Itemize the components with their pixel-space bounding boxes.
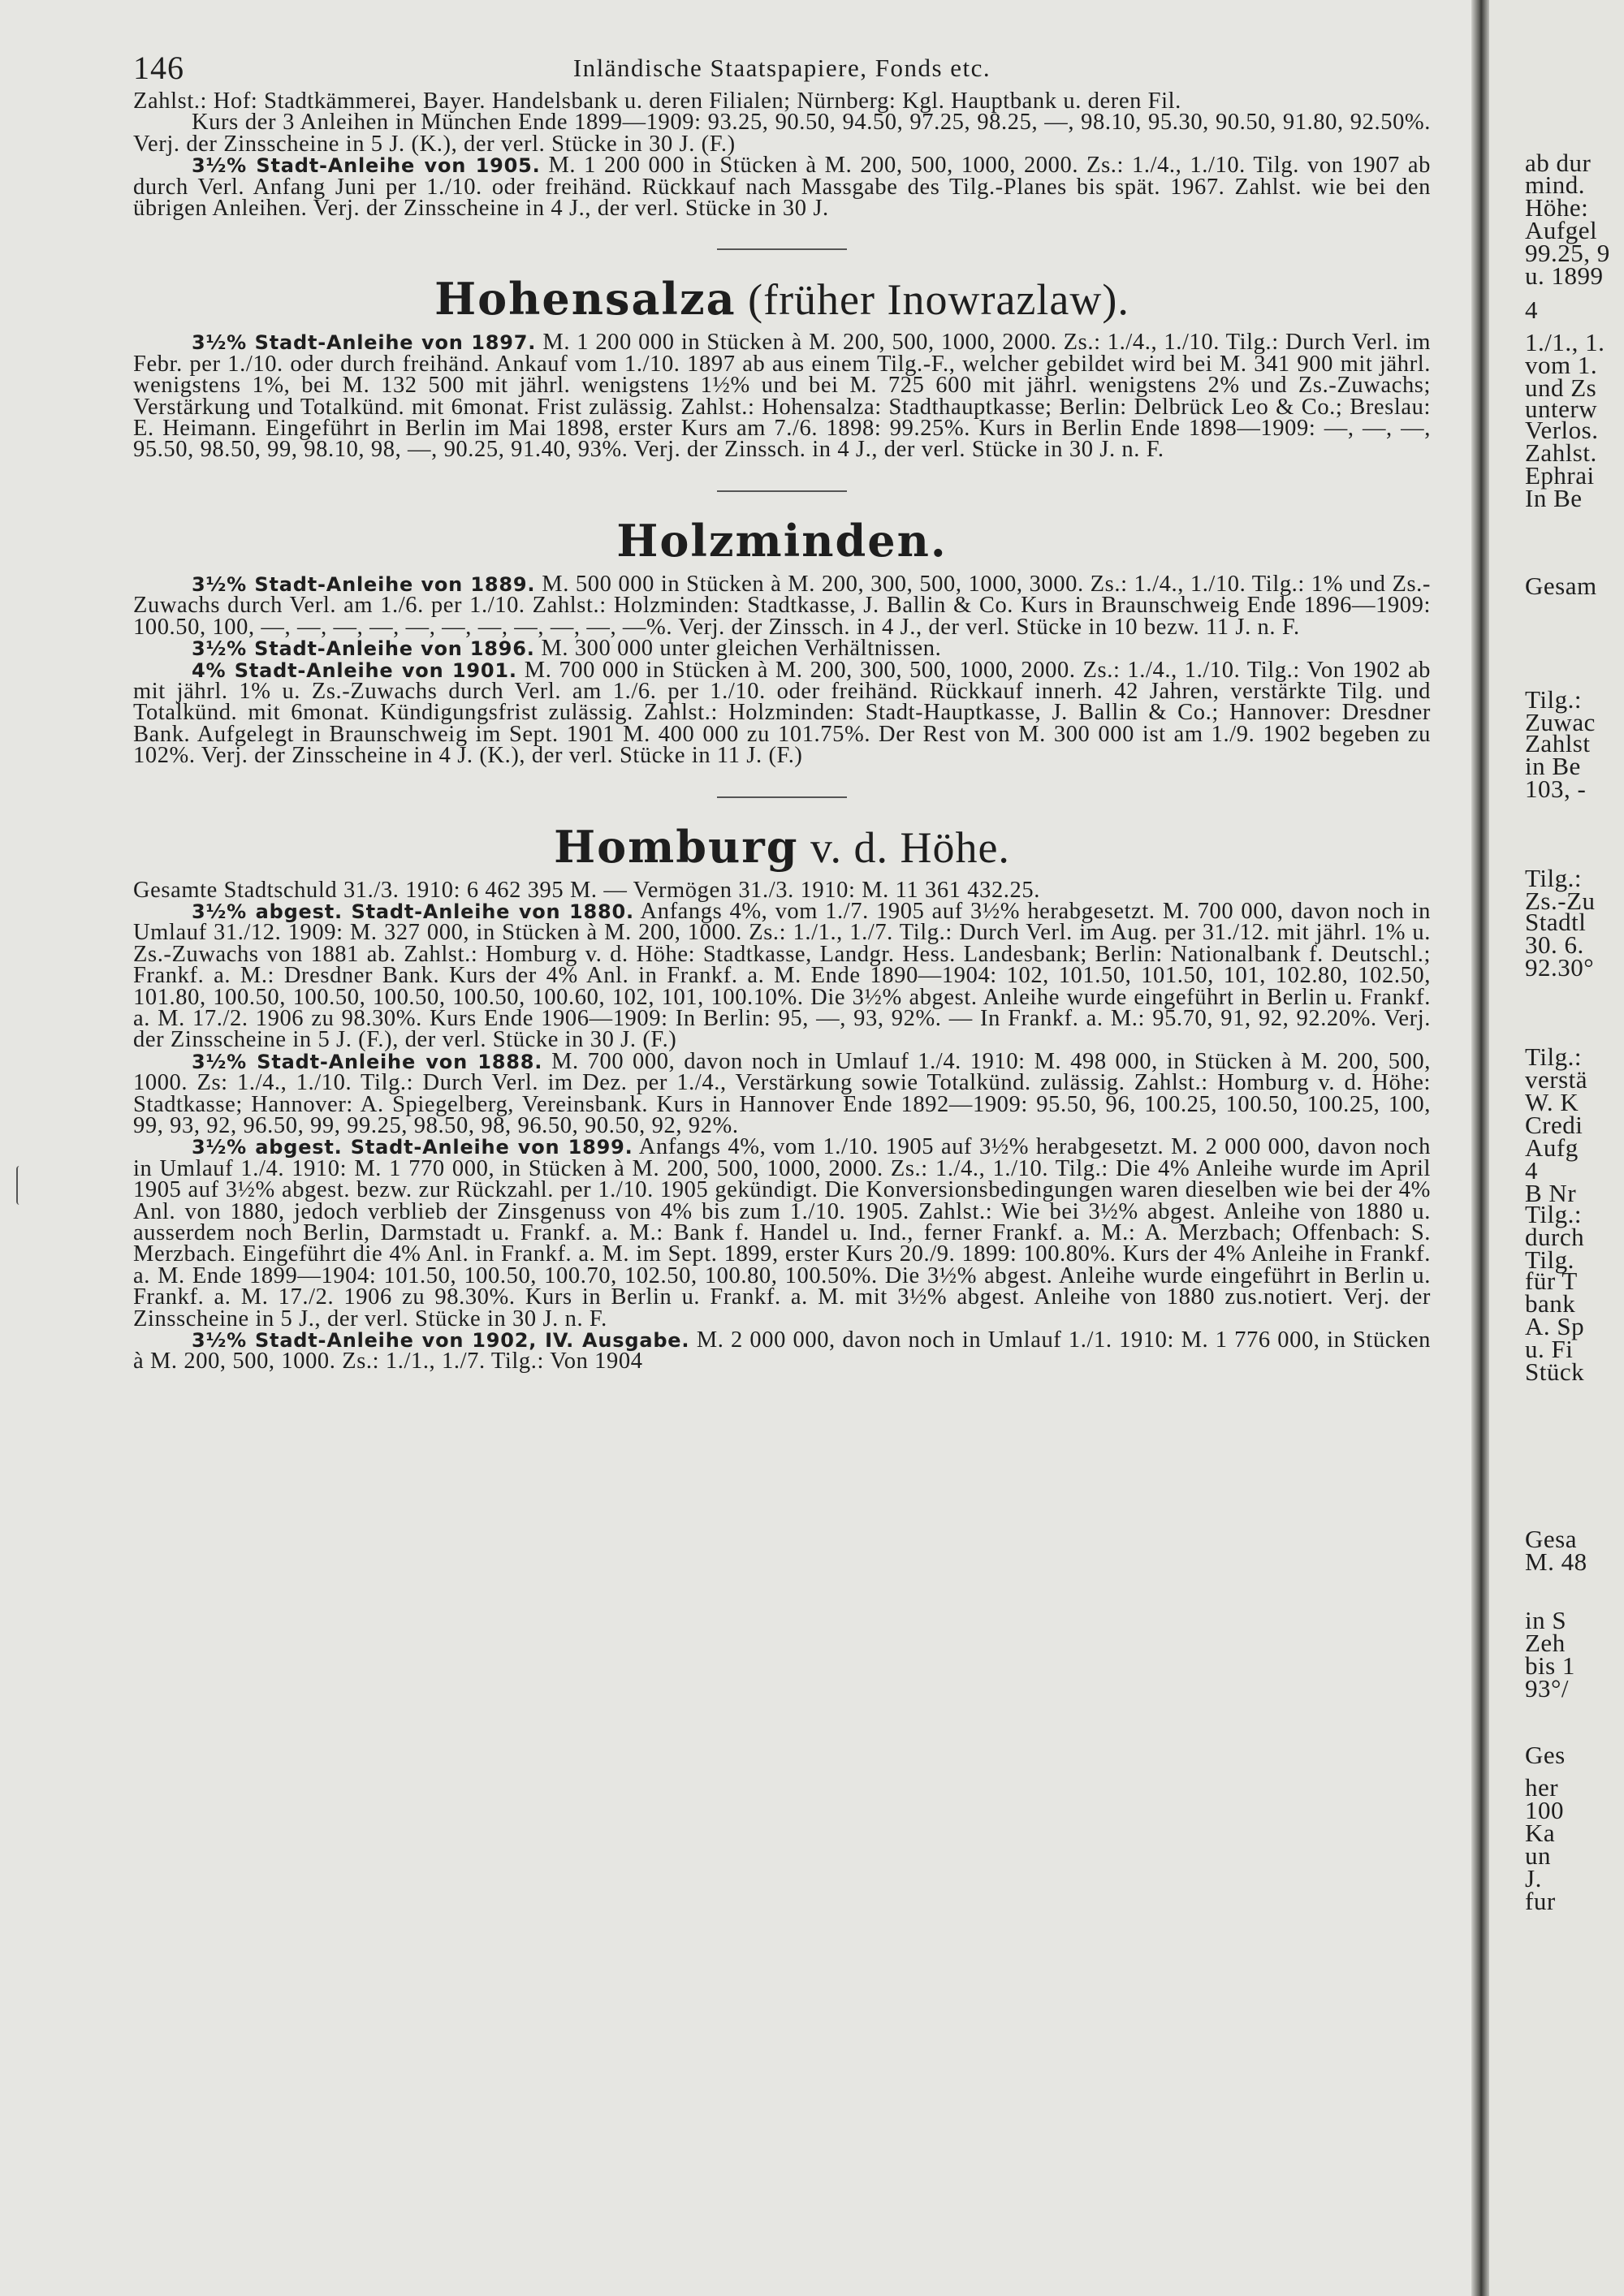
adjacent-page-text-fragment: Tilg.: [1525,1042,1582,1071]
loan-details: Anfangs 4%, vom 1./10. 1905 auf 3½% herabgesetzt. M. 2 000 000, davon noch in Umlauf 1./4. 1910: M. 1 770 000, in Stücken à M. 200, 500, 1000, 2000. Zs.: 1./4., 1./10. Tilg.: Die 4% Anleihe wurde im April 1905 auf 3½% abgest. bezw. zur Rückzahl. per 1./10. 1905 gekündigt. Die Konversionsbedingungen waren dieselben wie bei der 4% Anl. von 1880, jedoch verblieb der Zinsgenuss von 4% bis zum 1./10. 1905. Zahlst.: Wie bei 3½% abgest. Anleihe von 1880 u. ausserdem noch Berlin, Darmstadt u. Frankf. a. M.: Bank f. Handel u. Ind., ferner Frankf. a. M.: A. Merzbach; Offenbach: S. Merzbach. Eingeführt die 4% Anl. in Frankf. a. M. im Sept. 1899, erster Kurs 20./9. 1899: 100.80%. Kurs der 4% Anleihe in Frankf. a. M. Ende 1899—1904: 101.50, 100.50, 100.70, 102.50, 100.80, 100.50%. Die 3½% abgest. Anleihe wurde eingeführt in Berlin u. Frankf. a. M. 17./2. 1906 zu 98.30%. Kurs in Berlin u. Frankf. a. M. mit 3½% abgest. Anleihe von 1880 zus.notiert. Verj. der Zinsscheine in 5 J., der verl. Stücke in 30 J. n. F. [133,1134,1431,1331]
adjacent-page-text-fragment: unterw [1525,395,1598,423]
adjacent-page-text-fragment: Ka [1525,1819,1556,1847]
section-title-homburg [133,822,1431,872]
adjacent-page-text-fragment: Ges [1525,1741,1566,1769]
loan-heading: 3½% Stadt-Anleihe von 1888. [192,1050,543,1073]
adjacent-page-text-fragment: B Nr [1525,1179,1577,1207]
adjacent-page-text-fragment: Zs.-Zu [1525,887,1596,915]
adjacent-page-text-fragment: In Be [1525,484,1583,512]
adjacent-page-text-fragment: Zahlst. [1525,438,1597,467]
adjacent-page-text-fragment: und Zs [1525,373,1597,402]
loan-heading: 3½% Stadt-Anleihe von 1896. [192,637,535,661]
loan-heading: 3½% Stadt-Anleihe von 1889. [192,572,536,596]
city-name-suffix: v. d. Höhe. [798,822,1010,872]
adjacent-page-text-fragment: bis 1 [1525,1651,1575,1680]
intro-paragraph-3 [133,153,1431,222]
city-name-suffix: (früher Inowrazlaw). [736,275,1129,325]
homburg-paragraph-3 [133,1134,1431,1331]
section-title-hohensalza [133,274,1431,324]
adjacent-page-text-fragment: Gesa [1525,1525,1577,1553]
homburg-debt-summary: Gesamte Stadtschuld 31./3. 1910: 6 462 395 M. — Vermögen 31./3. 1910: M. 11 361 432.25. [133,877,1040,903]
adjacent-page-text-fragment: A. Sp [1525,1312,1585,1340]
page-header [133,49,1431,91]
adjacent-page-text-fragment: Zeh [1525,1629,1566,1657]
adjacent-page-text-fragment: 93°/ [1525,1674,1570,1703]
adjacent-page-text-fragment: Aufg [1525,1133,1579,1162]
adjacent-page-text-fragment: Tilg.: [1525,864,1582,892]
adjacent-page-text-fragment: 4 [1525,1156,1538,1185]
page-content [133,49,1431,1373]
adjacent-page-edge [1489,0,1624,2296]
adjacent-page-text-fragment: bank [1525,1289,1576,1318]
section-divider [717,248,847,250]
adjacent-page-text-fragment: Verlos. [1525,416,1599,444]
adjacent-page-text-fragment: Zahlst [1525,729,1591,757]
section-title-holzminden [133,516,1431,566]
adjacent-page-text-fragment: W. K [1525,1088,1579,1116]
adjacent-page-text-fragment: Höhe: [1525,193,1589,222]
intro-paragraph-1: Zahlst.: Hof: Stadtkämmerei, Bayer. Handelsbank u. deren Filialen; Nürnberg: Kgl. Hauptbank u. deren Fil. [133,88,1181,114]
loan-heading: 4% Stadt-Anleihe von 1901. [192,658,517,682]
loan-details: M. 500 000 in Stücken à M. 200, 300, 500, 1000, 3000. Zs.: 1./4., 1./10. Tilg.: 1% und Zs.-Zuwachs durch Verl. am 1./6. per 1./10. Zahlst.: Holzminden: Stadtkasse, J. Ballin & Co. Kurs in Braunschweig Ende 1896—1909: 100.50, 100, —, —, —, —, —, —, —, —, —, —, —%. Verj. der Zinssch. in 4 J., der verl. Stücke in 10 bezw. 11 J. n. F. [133,571,1431,640]
adjacent-page-text-fragment: Stadtl [1525,908,1587,936]
loan-details: M. 300 000 unter gleichen Verhältnissen. [534,636,942,662]
adjacent-page-text-fragment: Tilg.: [1525,685,1582,714]
loan-heading: 3½% abgest. Stadt-Anleihe von 1899. [192,1136,633,1159]
hohensalza-paragraph-1 [133,330,1431,463]
page-number: 146 [133,50,184,86]
loan-heading: 3½% abgest. Stadt-Anleihe von 1880. [192,900,634,923]
adjacent-page-text-fragment: Stück [1525,1357,1585,1386]
adjacent-page-text-fragment: Ephrai [1525,461,1595,490]
city-name: Hohensalza [434,273,736,326]
adjacent-page-text-fragment: M. 48 [1525,1547,1587,1576]
loan-heading: 3½% Stadt-Anleihe von 1905. [192,154,541,178]
homburg-paragraph-1 [133,898,1431,1053]
adjacent-page-text-fragment: J. [1525,1864,1542,1892]
adjacent-page-text-fragment: un [1525,1841,1551,1870]
loan-heading: 3½% Stadt-Anleihe von 1902, IV. Ausgabe. [192,1329,690,1353]
city-name: Holzminden. [616,514,948,567]
section-divider [717,796,847,798]
adjacent-page-text-fragment: 30. 6. [1525,930,1584,959]
adjacent-page-text-fragment: her [1525,1773,1559,1802]
holzminden-paragraph-1 [133,571,1431,640]
adjacent-page-text-fragment: Tilg.: [1525,1200,1582,1228]
loan-heading: 3½% Stadt-Anleihe von 1897. [192,331,537,355]
adjacent-page-text-fragment: in Be [1525,752,1581,780]
adjacent-page-text-fragment: verstä [1525,1065,1588,1094]
adjacent-page-text-fragment: Zuwac [1525,708,1596,736]
adjacent-page-text-fragment: 1./1., 1. [1525,328,1605,356]
city-name: Homburg [554,820,799,873]
adjacent-page-text-fragment: u. Fi [1525,1335,1574,1363]
intro-paragraph-2: Kurs der 3 Anleihen in München Ende 1899—1909: 93.25, 90.50, 94.50, 97.25, 98.25, —, 98.10, 95.30, 90.50, 91.80, 92.50%. Verj. der Zinsscheine in 5 J. (K.), der verl. Stücke in 30 J. (F.) [133,110,1431,157]
adjacent-page-text-fragment: Credi [1525,1111,1583,1139]
adjacent-page-text-fragment: u. 1899 [1525,261,1604,290]
adjacent-page-text-fragment: 100 [1525,1796,1564,1824]
loan-details: M. 1 200 000 in Stücken à M. 200, 500, 1000, 2000. Zs.: 1./4., 1./10. Tilg.: Durch Verl. im Febr. per 1./10. oder durch freihänd. Ankauf vom 1./10. 1897 ab aus einem Tilg.-F., welcher gebildet wird bei M. 341 900 mit jährl. wenigstens 1%, bei M. 132 500 mit jährl. wenigstens 1½% und bei M. 725 600 mit jährl. wenigstens 2% und Zs.-Zuwachs; Verstärkung und Totalkünd. mit 6monat. Frist zulässig. Zahlst.: Hohensalza: Stadthauptkasse; Berlin: Delbrück Leo & Co.; Breslau: E. Heimann. Eingeführt in Berlin im Mai 1898, erster Kurs am 7./6. 1898: 99.25%. Kurs in Berlin Ende 1898—1909: —, —, —, 95.50, 98.50, 99, 98.10, 98, —, 90.25, 91.40, 93%. Verj. der Zinssch. in 4 J., der verl. Stücke in 30 J. n. F. [133,330,1431,463]
adjacent-page-text-fragment: Tilg. [1525,1245,1574,1274]
adjacent-page-text-fragment: in S [1525,1606,1567,1634]
loan-details: Anfangs 4%, vom 1./7. 1905 auf 3½% herabgesetzt. M. 700 000, davon noch in Umlauf 31./12. 1909: M. 327 000, in Stücken à M. 200, 1000. Zs.: 1./1., 1./7. Tilg.: Durch Verl. im Aug. per 31./12. mit jährl. 1% u. Zs.-Zuwachs von 1881 ab. Zahlst.: Homburg v. d. Höhe: Stadtkasse, Landgr. Hess. Landesbank; Berlin: Nationalbank f. Deutschl.; Frankf. a. M.: Dresdner Bank. Kurs der 4% Anl. in Frankf. a. M. Ende 1890—1904: 102, 101.50, 101.50, 101, 102.80, 102.50, 101.80, 100.50, 100.50, 100.50, 100.50, 100.60, 102, 101, 100.10%. Die 3½% abgest. Anleihe wurde eingeführt in Berlin u. Frankf. a. M. 17./2. 1906 zu 98.30%. Kurs Ende 1906—1909: In Berlin: 95, —, 93, 92%. — In Frankf. a. M.: 95.70, 91, 92, 92.20%. Verj. der Zinsscheine in 5 J. (F.), der verl. Stücke in 30 J. (F.) [133,898,1431,1053]
homburg-paragraph-4 [133,1327,1431,1375]
adjacent-page-text-fragment: durch [1525,1223,1585,1251]
adjacent-page-text-fragment: Gesam [1525,572,1597,600]
loan-details: M. 700 000 in Stücken à M. 200, 300, 500, 1000, 2000. Zs.: 1./4., 1./10. Tilg.: Von 1902 ab mit jährl. 1% u. Zs.-Zuwachs durch Verl. am 1./6. per 1./10. oder freihänd. Rückkauf innerh. 42 Jahren, verstärkte Tilg. und Totalkünd. mit 6monat. Kündigungsfrist zulässig. Zahlst.: Holzminden: Stadt-Hauptkasse, J. Ballin & Co.; Hannover: Dresdner Bank. Aufgelegt in Braunschweig im Sept. 1901 M. 400 000 zu 101.75%. Der Rest von M. 300 000 ist am 1./9. 1902 begeben zu 102%. Verj. der Zinsscheine in 4 J. (K.), der verl. Stücke in 11 J. (F.) [133,657,1431,769]
adjacent-page-text-fragment: 92.30° [1525,953,1595,982]
adjacent-page-text-fragment: 99.25, 9 [1525,239,1610,267]
margin-mark [16,1166,23,1205]
adjacent-page-text-fragment: mind. [1525,170,1585,199]
running-title: Inländische Staatspapiere, Fonds etc. [572,54,991,82]
adjacent-page-text-fragment: vom 1. [1525,351,1598,379]
adjacent-page-text-fragment: 103, - [1525,775,1587,803]
holzminden-paragraph-3 [133,657,1431,769]
loan-details: M. 2 000 000, davon noch in Umlauf 1./1. 1910: M. 1 776 000, in Stücken à M. 200, 500, 1000. Zs.: 1./1., 1./7. Tilg.: Von 1904 [133,1327,1431,1375]
adjacent-page-text-fragment: Aufgel [1525,216,1598,244]
homburg-paragraph-2 [133,1048,1431,1138]
section-divider [717,490,847,492]
book-gutter [1471,0,1489,2296]
loan-details: M. 1 200 000 in Stücken à M. 200, 500, 1000, 2000. Zs.: 1./4., 1./10. Tilg. von 1907 ab durch Verl. Anfang Juni per 1./10. oder freihänd. Rückkauf nach Massgabe des Tilg.-Planes bis spät. 1967. Zahlst. wie bei den übrigen Anleihen. Verj. der Zinsscheine in 4 J., der verl. Stücke in 30 J. [133,153,1431,222]
adjacent-page-text-fragment: für T [1525,1267,1578,1295]
adjacent-page-text-fragment: ab dur [1525,149,1592,177]
adjacent-page-text-fragment: fur [1525,1887,1556,1915]
adjacent-page-text-fragment: 4 [1525,296,1538,324]
loan-details: M. 700 000, davon noch in Umlauf 1./4. 1910: M. 498 000, in Stücken à M. 200, 500, 1000. Zs: 1./4., 1./10. Tilg.: Durch Verl. im Dez. per 1./4., Verstärkung sowie Totalkünd. zulässig. Zahlst.: Homburg v. d. Höhe: Stadtkasse; Hannover: A. Spiegelberg, Vereinsbank. Kurs in Hannover Ende 1892—1909: 95.50, 96, 100.25, 100.50, 100.25, 100, 99, 93, 92, 96.50, 99, 99.25, 98.50, 98, 96.50, 90.50, 92, 92%. [133,1048,1431,1138]
